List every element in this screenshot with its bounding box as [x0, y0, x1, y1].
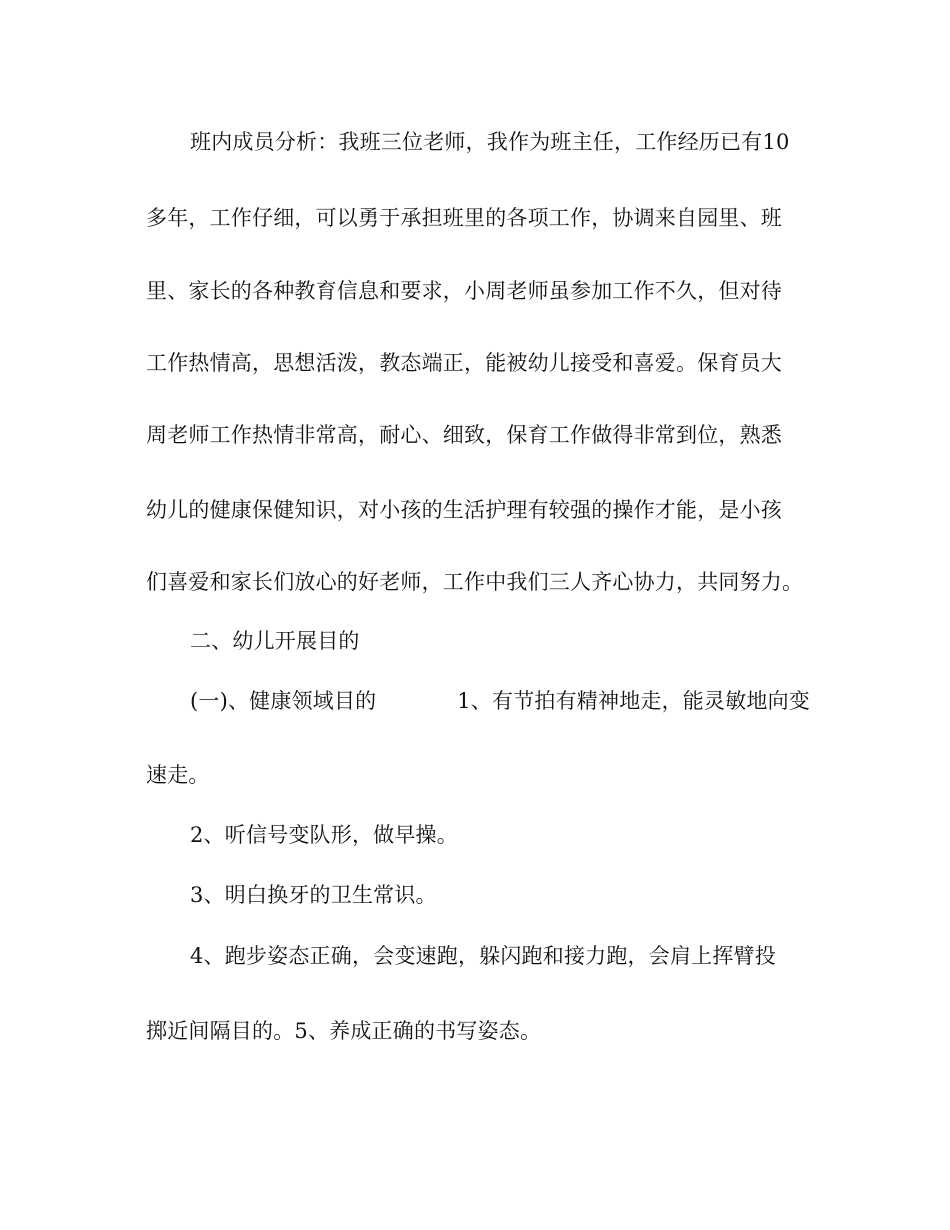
list-item-continuation: 速走。 [146, 763, 210, 787]
paragraph-line: 多年，工作仔细，可以勇于承担班里的各项工作，协调来自园里、班 [146, 206, 782, 230]
list-item: 4、跑步姿态正确，会变速跑，躲闪跑和接力跑，会肩上挥臂投 [190, 944, 776, 968]
list-item: 1、有节拍有精神地走，能灵敏地向变 [457, 689, 810, 713]
list-item: 3、明白换牙的卫生常识。 [190, 883, 437, 907]
paragraph-line: 们喜爱和家长们放心的好老师，工作中我们三人齐心协力，共同努力。 [146, 570, 804, 594]
list-item-continuation: 掷近间隔目的。5、养成正确的书写姿态。 [146, 1019, 542, 1043]
paragraph-line: 班内成员分析：我班三位老师，我作为班主任，工作经历已有10 [190, 130, 790, 154]
paragraph-line: 幼儿的健康保健知识，对小孩的生活护理有较强的操作才能，是小孩 [146, 498, 782, 522]
subsection-line [190, 686, 810, 716]
subsection-title: (一)、健康领域目的 [190, 689, 377, 713]
paragraph-line: 里、家长的各种教育信息和要求，小周老师虽参加工作不久，但对待 [146, 279, 782, 303]
paragraph-line: 周老师工作热情非常高，耐心、细致，保育工作做得非常到位，熟悉 [146, 423, 782, 447]
section-heading: 二、幼儿开展目的 [190, 629, 360, 653]
list-item: 2、听信号变队形，做早操。 [190, 823, 458, 847]
paragraph-line: 工作热情高，思想活泼，教态端正，能被幼儿接受和喜爱。保育员大 [146, 351, 782, 375]
